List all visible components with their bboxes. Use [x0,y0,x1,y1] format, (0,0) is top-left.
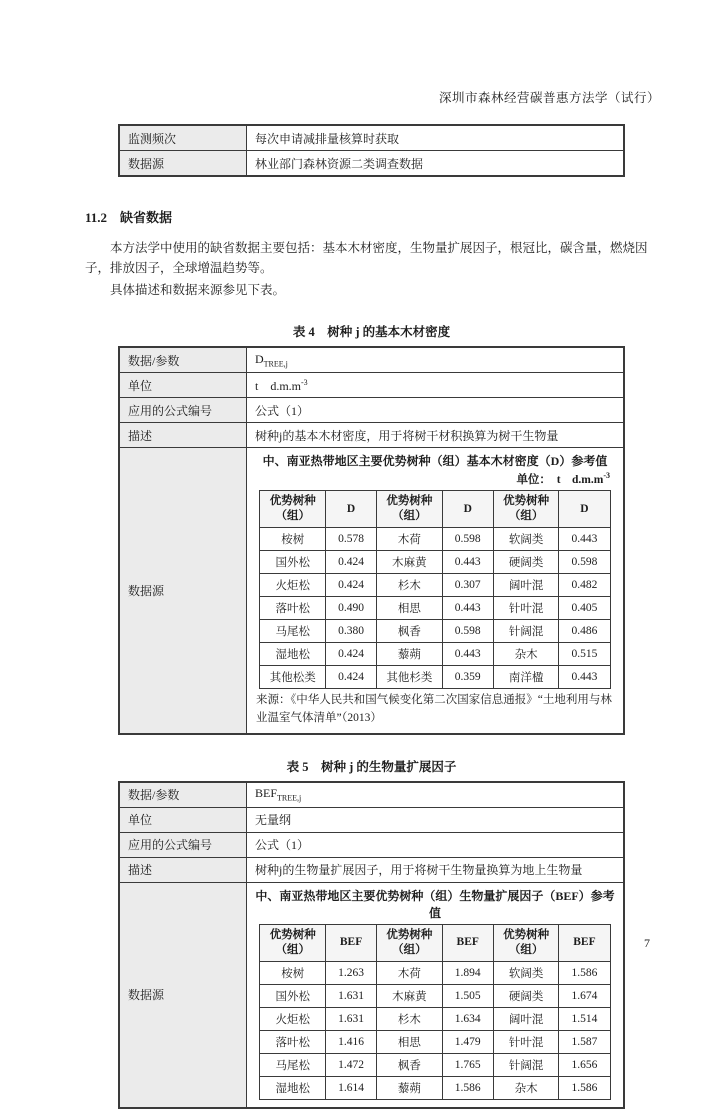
reference-table-title: 中、南亚热带地区主要优势树种（组）基本木材密度（D）参考值 [262,454,608,468]
value-cell: 1.263 [325,961,376,984]
data-source-cell [247,448,625,734]
section-heading: 11.2 缺省数据 [85,210,173,225]
species-header: 优势树种 （组） [260,491,326,528]
species-cell: 针叶混 [493,1030,559,1053]
value-cell: 0.424 [325,574,376,597]
table-row [119,448,624,734]
species-cell: 其他杉类 [377,666,443,689]
row-value: 每次申请减排量核算时获取 [247,125,625,151]
value-cell: 0.443 [442,643,493,666]
species-cell: 木荷 [377,961,443,984]
row-label: 数据/参数 [119,782,247,808]
value-cell: 0.359 [442,666,493,689]
value-cell: 0.598 [442,620,493,643]
unit-text: t d.m.m [255,378,302,393]
value-cell: 0.598 [559,551,610,574]
value-cell: 0.486 [559,620,610,643]
value-cell: 0.482 [559,574,610,597]
table-row [119,151,624,177]
value-cell: 1.674 [559,984,610,1007]
species-cell: 国外松 [260,984,326,1007]
value-cell: 1.634 [442,1007,493,1030]
grid-data-row [260,1030,610,1053]
table5 [118,781,625,1109]
row-value: 树种j的生物量扩展因子，用于将树干生物量换算为地上生物量 [247,857,625,882]
species-cell: 针阔混 [493,620,559,643]
unit-prefix: 单位： [516,474,546,486]
value-cell: 0.598 [442,528,493,551]
table-row [119,398,624,423]
value-cell: 0.424 [325,643,376,666]
species-cell: 藜蒴 [377,1076,443,1099]
row-value [247,782,625,808]
value-cell: 0.515 [559,643,610,666]
grid-header-row [260,924,610,961]
reference-table-unit [254,471,616,489]
species-cell: 硬阔类 [493,984,559,1007]
value-header: D [442,491,493,528]
species-cell: 木麻黄 [377,984,443,1007]
species-header: 优势树种 （组） [493,924,559,961]
row-label: 单位 [119,807,247,832]
value-cell: 0.578 [325,528,376,551]
value-header: BEF [559,924,610,961]
row-value: 林业部门森林资源二类调查数据 [247,151,625,177]
running-header: 深圳市森林经营碳普惠方法学（试行） [438,91,660,105]
row-label: 应用的公式编号 [119,832,247,857]
species-cell: 马尾松 [260,620,326,643]
value-cell: 0.443 [442,551,493,574]
page-number: 7 [644,936,650,950]
value-cell: 0.443 [442,597,493,620]
grid-data-row [260,961,610,984]
species-header: 优势树种 （组） [377,491,443,528]
species-cell: 阔叶混 [493,1007,559,1030]
parameter-symbol: BEF [255,786,278,801]
species-header: 优势树种 （组） [377,924,443,961]
row-value: 公式（1） [247,832,625,857]
row-label: 单位 [119,373,247,398]
table4 [118,346,625,735]
value-header: BEF [442,924,493,961]
species-header: 优势树种 （组） [260,924,326,961]
grid-data-row [260,666,610,689]
value-cell: 0.490 [325,597,376,620]
species-cell: 硬阔类 [493,551,559,574]
grid-data-row [260,1007,610,1030]
row-label: 描述 [119,857,247,882]
value-cell: 1.614 [325,1076,376,1099]
monitoring-table [118,124,625,177]
species-cell: 阔叶混 [493,574,559,597]
species-cell: 落叶松 [260,597,326,620]
species-cell: 湿地松 [260,1076,326,1099]
value-cell: 0.405 [559,597,610,620]
value-cell: 1.586 [559,1076,610,1099]
table-row [119,347,624,373]
species-cell: 杂木 [493,643,559,666]
row-label: 数据源 [119,448,247,734]
value-cell: 1.586 [442,1076,493,1099]
parameter-subscript: TREE,j [263,359,288,369]
paragraph: 本方法学中使用的缺省数据主要包括：基本木材密度，生物量扩展因子，根冠比，碳含量，燃烧因子，排放因子，全球增温趋势等。 [85,241,648,275]
species-cell: 杉木 [377,1007,443,1030]
paragraph: 具体描述和数据来源参见下表。 [110,283,286,297]
table-row [119,125,624,151]
grid-data-row [260,643,610,666]
grid-data-row [260,528,610,551]
row-label: 数据源 [119,882,247,1108]
grid-data-row [260,1076,610,1099]
value-header: D [559,491,610,528]
species-cell: 相思 [377,597,443,620]
species-cell: 国外松 [260,551,326,574]
row-value: 无量纲 [247,807,625,832]
species-cell: 杂木 [493,1076,559,1099]
data-source-cell [247,882,625,1108]
value-cell: 1.656 [559,1053,610,1076]
table-row [119,832,624,857]
grid-data-row [260,574,610,597]
row-label: 监测频次 [119,125,247,151]
species-cell: 湿地松 [260,643,326,666]
species-header: 优势树种 （组） [493,491,559,528]
grid-header-row [260,491,610,528]
species-cell: 软阔类 [493,528,559,551]
value-cell: 1.514 [559,1007,610,1030]
value-cell: 1.472 [325,1053,376,1076]
density-reference-grid [259,490,610,689]
value-cell: 1.505 [442,984,493,1007]
species-cell: 桉树 [260,528,326,551]
value-cell: 0.307 [442,574,493,597]
parameter-symbol: D [255,351,264,366]
value-cell: 1.765 [442,1053,493,1076]
unit-superscript: -3 [301,377,308,387]
parameter-subscript: TREE,j [277,793,302,803]
species-cell: 南洋楹 [493,666,559,689]
row-value [247,373,625,398]
species-cell: 马尾松 [260,1053,326,1076]
value-cell: 1.587 [559,1030,610,1053]
species-cell: 软阔类 [493,961,559,984]
table-row [119,857,624,882]
value-cell: 0.380 [325,620,376,643]
species-cell: 桉树 [260,961,326,984]
value-cell: 1.479 [442,1030,493,1053]
unit-superscript: -3 [603,471,610,481]
grid-data-row [260,551,610,574]
species-cell: 火炬松 [260,1007,326,1030]
grid-data-row [260,597,610,620]
table-row [119,807,624,832]
value-cell: 0.424 [325,666,376,689]
table5-caption: 表 5 树种 j 的生物量扩展因子 [286,759,457,774]
table-row [119,373,624,398]
value-cell: 1.416 [325,1030,376,1053]
species-cell: 落叶松 [260,1030,326,1053]
value-cell: 1.894 [442,961,493,984]
species-cell: 杉木 [377,574,443,597]
value-cell: 1.631 [325,1007,376,1030]
unit-text: t d.m.m [556,474,604,486]
value-cell: 0.424 [325,551,376,574]
value-cell: 1.586 [559,961,610,984]
table-row [119,423,624,448]
species-cell: 其他松类 [260,666,326,689]
row-label: 数据源 [119,151,247,177]
species-cell: 火炬松 [260,574,326,597]
value-cell: 0.443 [559,666,610,689]
grid-data-row [260,1053,610,1076]
species-cell: 针叶混 [493,597,559,620]
value-cell: 1.631 [325,984,376,1007]
value-header: BEF [325,924,376,961]
species-cell: 相思 [377,1030,443,1053]
species-cell: 枫香 [377,620,443,643]
row-value [247,347,625,373]
row-label: 描述 [119,423,247,448]
grid-data-row [260,984,610,1007]
value-header: D [325,491,376,528]
value-cell: 0.443 [559,528,610,551]
bef-reference-grid [259,924,610,1100]
source-note: 来源：《中华人民共和国气候变化第二次国家信息通报》“土地利用与林业温室气体清单”（2013） [256,694,612,724]
species-cell: 枫香 [377,1053,443,1076]
table-row [119,782,624,808]
species-cell: 藜蒴 [377,643,443,666]
reference-table-title: 中、南亚热带地区主要优势树种（组）生物量扩展因子（BEF）参考值 [255,888,615,920]
row-label: 数据/参数 [119,347,247,373]
grid-data-row [260,620,610,643]
species-cell: 针阔混 [493,1053,559,1076]
row-value: 公式（1） [247,398,625,423]
row-value: 树种j的基本木材密度，用于将树干材积换算为树干生物量 [247,423,625,448]
species-cell: 木荷 [377,528,443,551]
row-label: 应用的公式编号 [119,398,247,423]
table-row [119,882,624,1108]
species-cell: 木麻黄 [377,551,443,574]
table4-caption: 表 4 树种 j 的基本木材密度 [292,325,451,339]
